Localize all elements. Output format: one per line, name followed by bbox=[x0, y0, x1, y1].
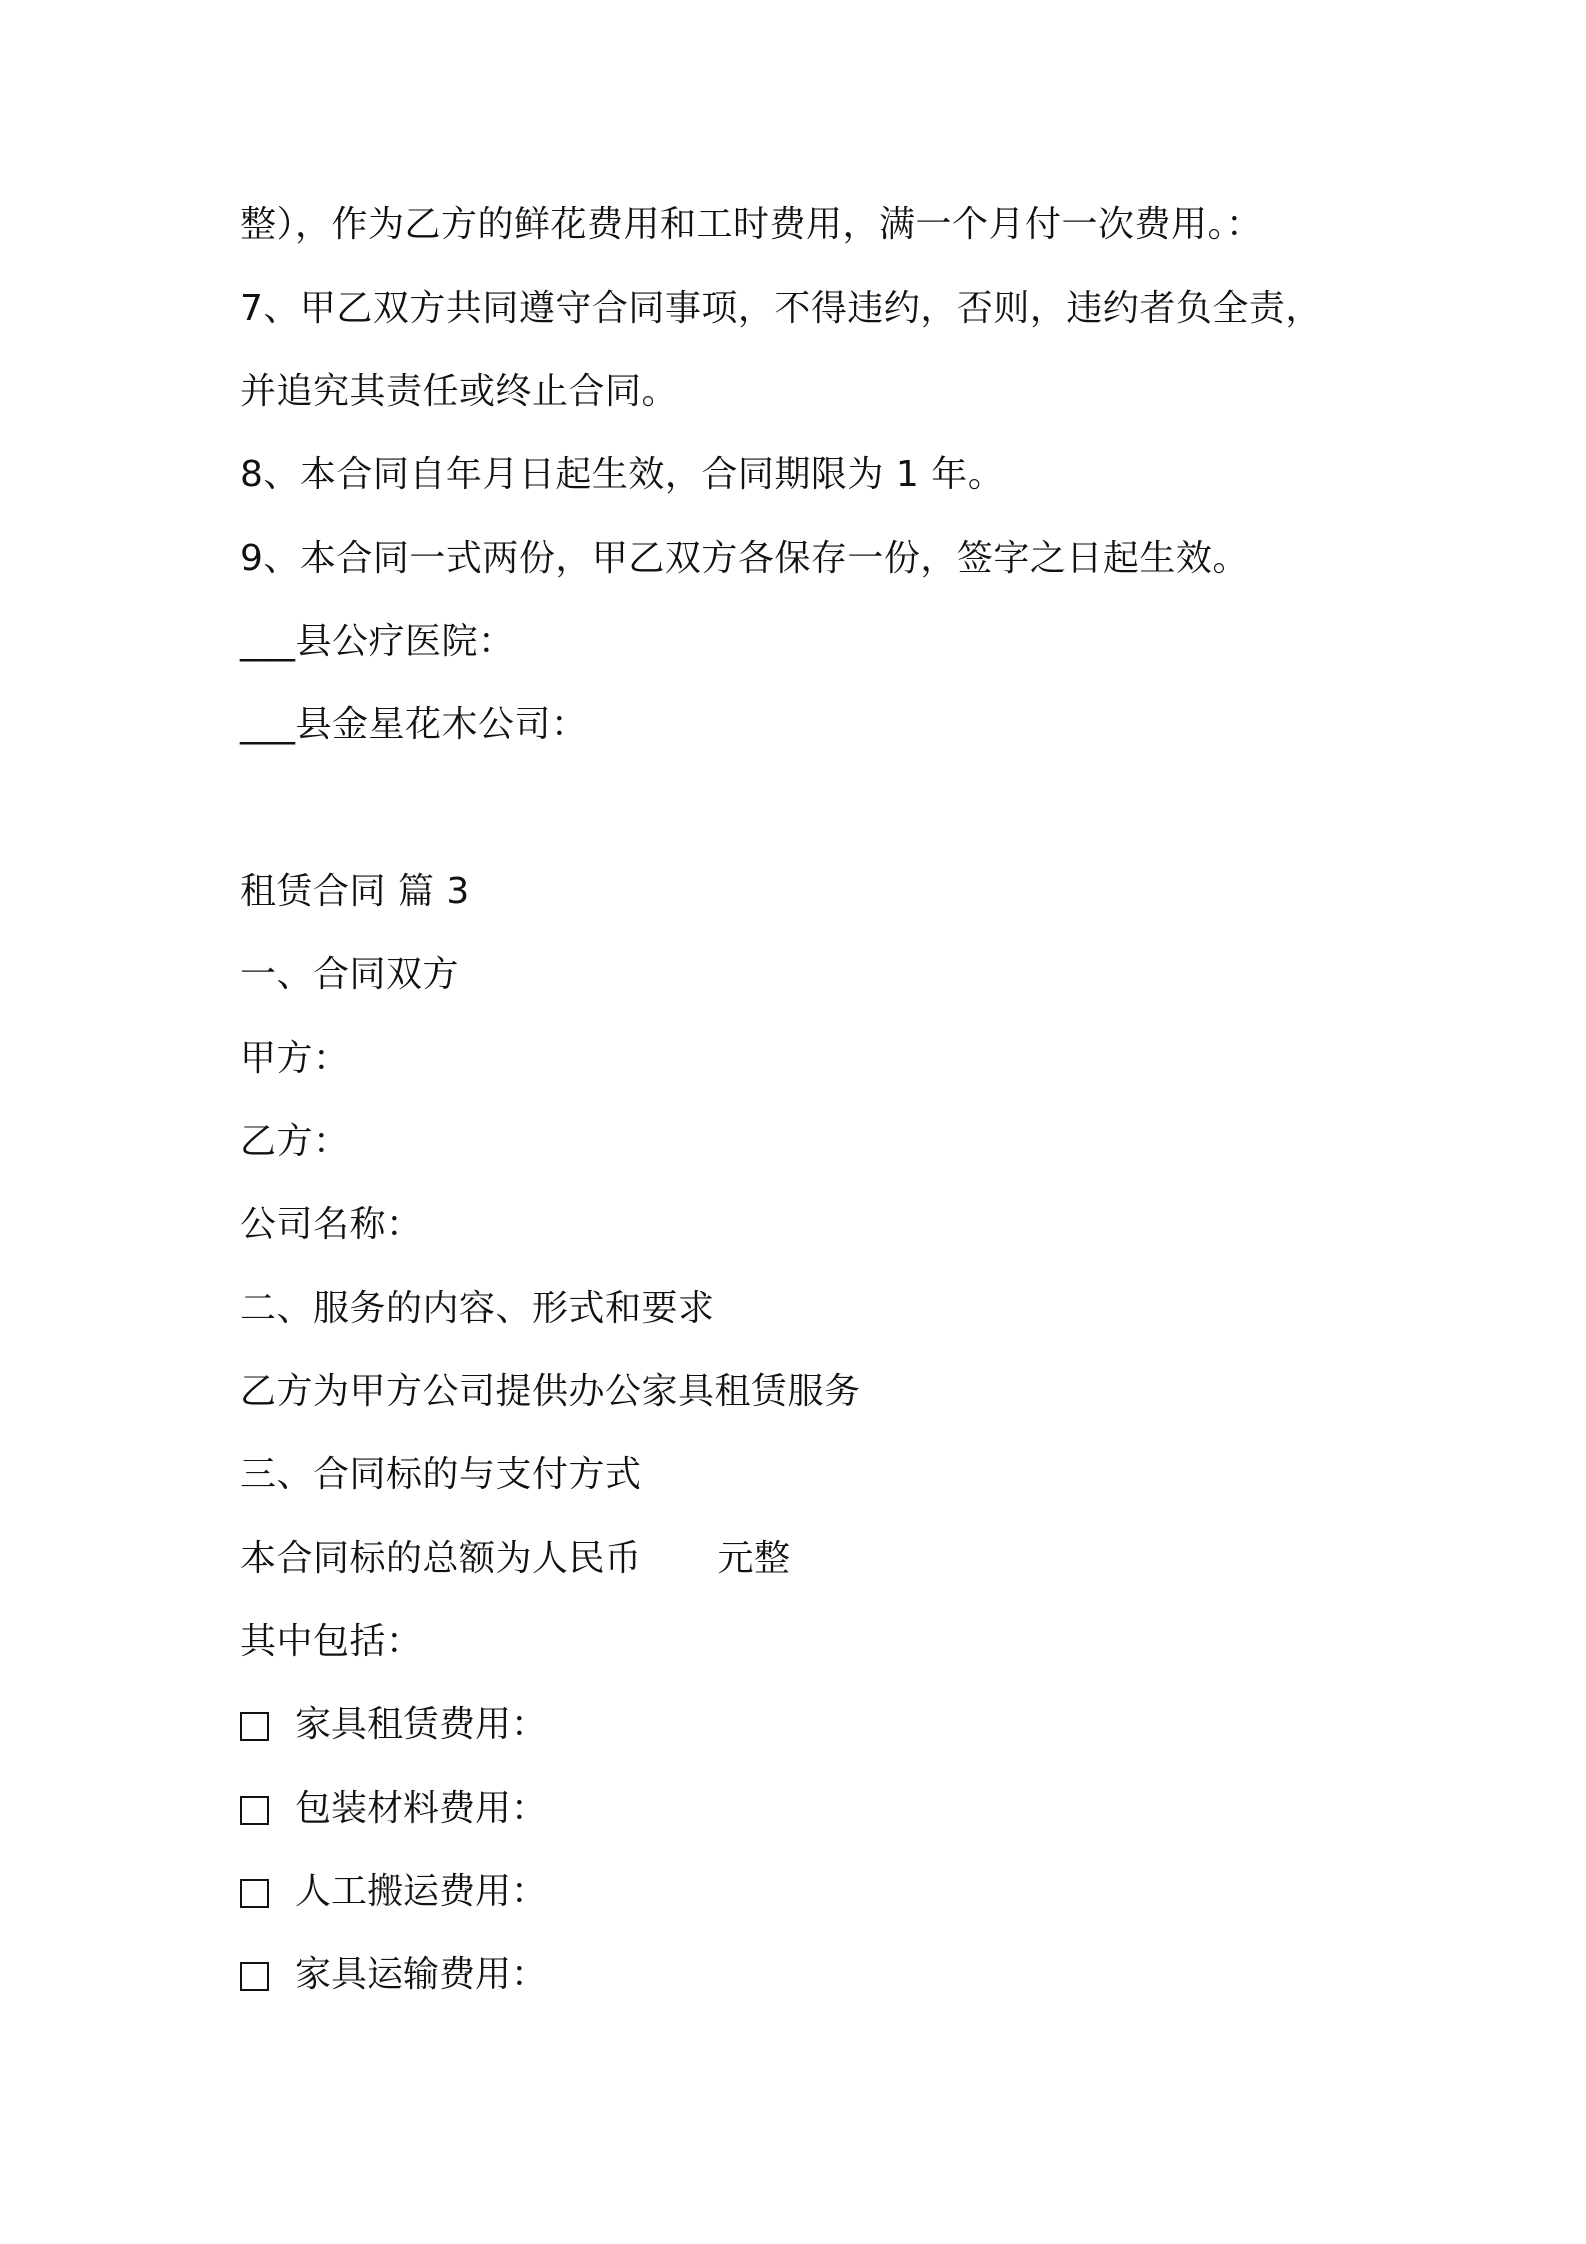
heading-payment: 三、合同标的与支付方式 bbox=[240, 1454, 642, 1495]
service-description: 乙方为甲方公司提供办公家具租赁服务 bbox=[240, 1371, 861, 1412]
fee-item-label: 家具运输费用： bbox=[295, 1954, 548, 1995]
fee-item-furniture-rental bbox=[240, 1703, 547, 1747]
total-amount-prefix: 本合同标的总额为人民币 bbox=[240, 1538, 642, 1579]
fee-item-label: 家具租赁费用： bbox=[295, 1704, 548, 1745]
fee-item-label: 人工搬运费用： bbox=[295, 1871, 548, 1912]
party-a-label: 甲方： bbox=[240, 1038, 350, 1079]
checkbox-icon[interactable] bbox=[240, 1712, 269, 1741]
clause-9-line: 9、本合同一式两份，甲乙双方各保存一份，签字之日起生效。 bbox=[240, 538, 1249, 579]
heading-service: 二、服务的内容、形式和要求 bbox=[240, 1288, 715, 1329]
clause-7-line: 7、甲乙双方共同遵守合同事项，不得违约，否则，违约者负全责， bbox=[240, 288, 1322, 329]
fee-item-label: 包装材料费用： bbox=[295, 1788, 548, 1829]
paragraph-line: 整），作为乙方的鲜花费用和工时费用，满一个月付一次费用。： bbox=[240, 204, 1263, 245]
total-amount-line bbox=[240, 1537, 791, 1581]
fee-item-transport bbox=[240, 1953, 547, 1997]
signatory-company: ___县金星花木公司： bbox=[240, 704, 588, 745]
party-b-label: 乙方： bbox=[240, 1121, 350, 1162]
paragraph-line: 并追究其责任或终止合同。 bbox=[240, 371, 679, 412]
fee-item-packaging bbox=[240, 1787, 547, 1831]
heading-parties: 一、合同双方 bbox=[240, 954, 460, 995]
signatory-hospital: ___县公疗医院： bbox=[240, 621, 515, 662]
fee-item-labor bbox=[240, 1870, 547, 1914]
checkbox-icon[interactable] bbox=[240, 1879, 269, 1908]
checkbox-icon[interactable] bbox=[240, 1796, 269, 1825]
section-title: 租赁合同 篇 3 bbox=[240, 871, 470, 912]
clause-8-line: 8、本合同自年月日起生效，合同期限为 1 年。 bbox=[240, 454, 1005, 495]
total-amount-suffix: 元整 bbox=[717, 1538, 791, 1579]
checkbox-icon[interactable] bbox=[240, 1962, 269, 1991]
company-name-label: 公司名称： bbox=[240, 1204, 423, 1245]
includes-label: 其中包括： bbox=[240, 1621, 423, 1662]
